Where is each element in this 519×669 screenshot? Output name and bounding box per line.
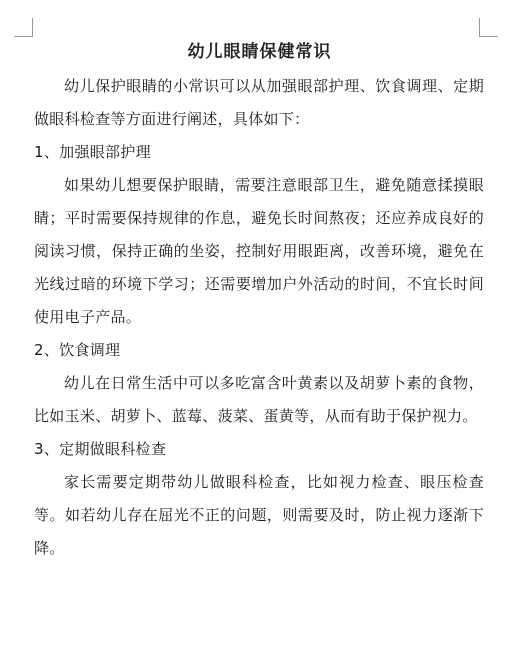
section-heading-diet: 2、饮食调理 bbox=[34, 341, 121, 359]
section-heading-eye-exam: 3、定期做眼科检查 bbox=[34, 440, 167, 458]
section-heading-eye-care: 1、加强眼部护理 bbox=[34, 143, 151, 161]
section-body-eye-care: 如果幼儿想要保护眼睛，需要注意眼部卫生，避免随意揉摸眼睛；平时需要保持规律的作息，避免长时间熬夜；还应养成良好的阅读习惯，保持正确的坐姿，控制好用眼距离，改善环境，避免在光线过暗的环境下学习；还需要增加户外活动的时间，不宜长时间使用电子产品。 bbox=[34, 176, 484, 326]
section-body-eye-exam: 家长需要定期带幼儿做眼科检查，比如视力检查、眼压检查等。如若幼儿存在屈光不正的问题，则需要及时，防止视力逐渐下降。 bbox=[34, 473, 484, 557]
margin-corner-mark-right bbox=[479, 18, 498, 37]
document-title: 幼儿眼睛保健常识 bbox=[187, 42, 332, 62]
section-body-diet: 幼儿在日常生活中可以多吃富含叶黄素以及胡萝卜素的食物，比如玉米、胡萝卜、蓝莓、菠菜、蛋黄等，从而有助于保护视力。 bbox=[34, 374, 484, 425]
margin-corner-mark-left bbox=[14, 18, 33, 37]
document-body bbox=[34, 70, 484, 565]
intro-paragraph: 幼儿保护眼睛的小常识可以从加强眼部护理、饮食调理、定期做眼科检查等方面进行阐述，具体如下： bbox=[34, 77, 484, 128]
